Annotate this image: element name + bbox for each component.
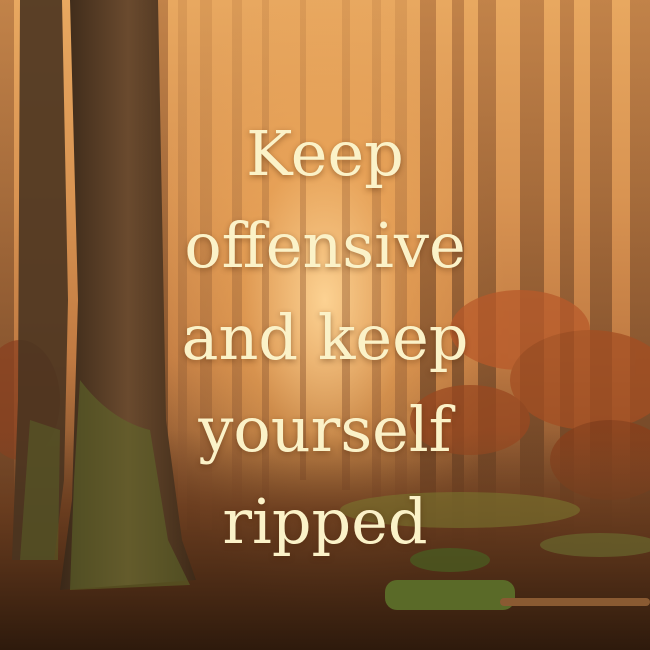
quote-line: offensive bbox=[184, 209, 466, 282]
quote-line: ripped bbox=[222, 485, 428, 558]
quote-line: and keep bbox=[181, 301, 469, 374]
quote-text bbox=[0, 108, 650, 568]
quote-line: yourself bbox=[198, 393, 452, 466]
quote-line: Keep bbox=[246, 117, 404, 190]
